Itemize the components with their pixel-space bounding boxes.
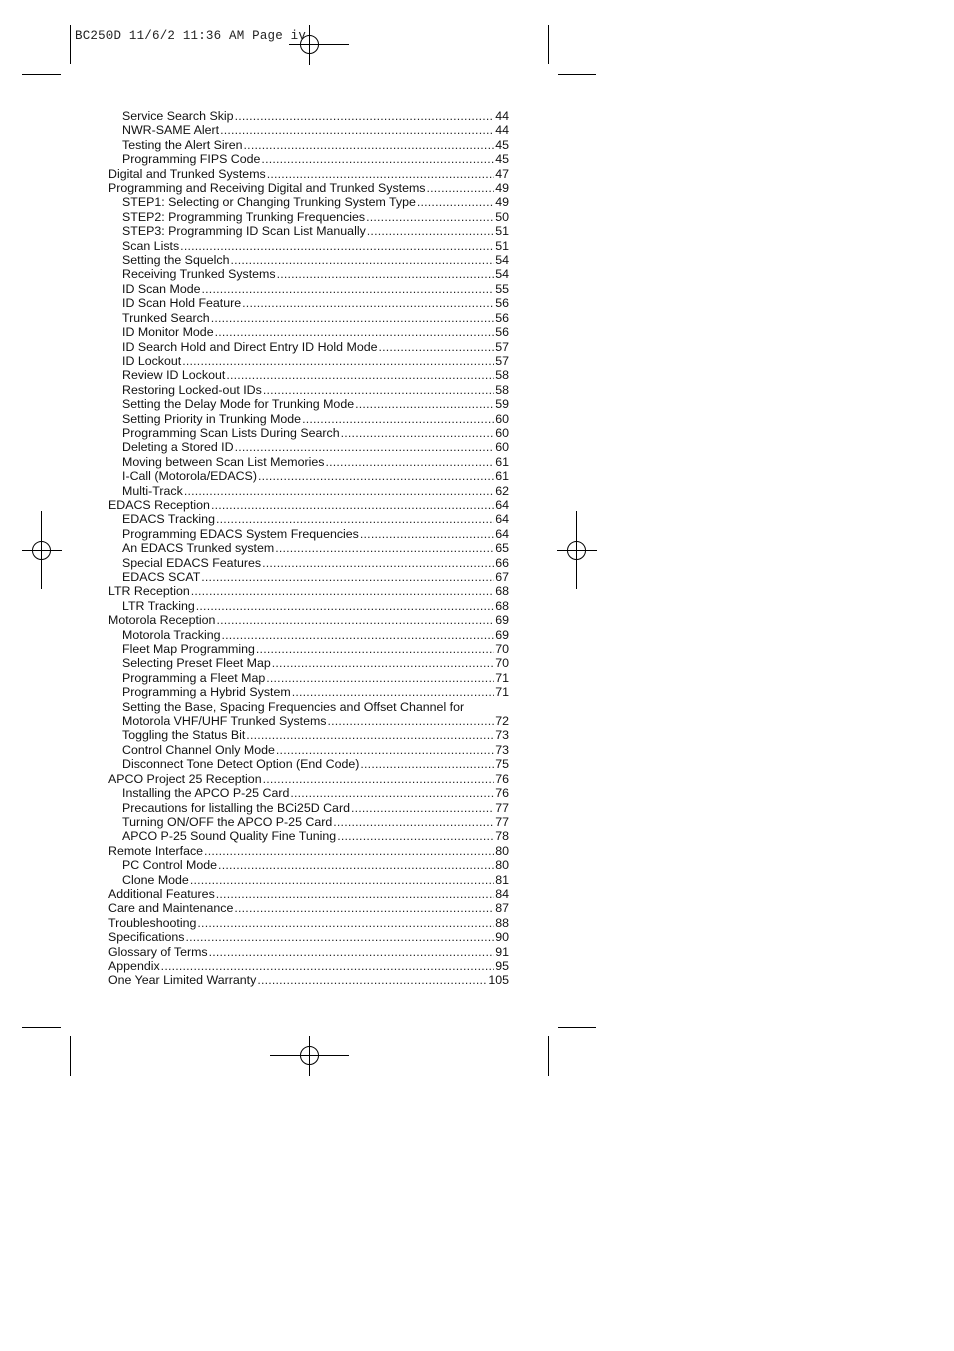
toc-entry-page: 65 [495,541,509,556]
dot-leader [190,873,494,887]
toc-entry [108,181,509,195]
toc-entry-title: Special EDACS Features [122,555,262,570]
toc-entry-page: 54 [495,253,509,268]
toc-entry-title: Setting the Squelch [122,253,230,268]
dot-leader [417,195,494,209]
toc-entry-title: Scan Lists [122,238,180,253]
toc-entry-page: 105 [488,973,509,988]
dot-leader [266,671,494,685]
toc-entry-page: 71 [495,685,509,700]
crop-mark [22,1027,61,1028]
dot-leader [258,469,494,483]
toc-entry-page: 61 [495,454,509,469]
toc-entry-title: Testing the Alert Siren [122,137,243,152]
toc-entry-page: 67 [495,570,509,584]
dot-leader [221,628,494,642]
dot-leader [292,685,495,699]
dot-leader [257,973,487,987]
toc-entry [108,728,509,742]
toc-entry-title: Control Channel Only Mode [122,742,275,757]
dot-leader [427,181,495,195]
dot-leader [337,829,494,843]
toc-entry [108,945,509,959]
dot-leader [244,138,495,152]
crop-mark [22,74,61,75]
toc-entry-title: NWR-SAME Alert [122,123,220,138]
toc-entry-title: Toggling the Status Bit [122,728,246,743]
toc-entry-title: Remote Interface [108,843,204,858]
toc-entry-page: 56 [495,325,509,340]
toc-entry-title: Programming FIPS Code [122,152,261,167]
toc-entry-page: 73 [495,728,509,743]
registration-mark [22,511,62,589]
toc-entry-page: 44 [495,123,509,138]
toc-entry-title: Troubleshooting [108,915,197,930]
toc-entry-page: 57 [495,339,509,354]
toc-entry-title: Service Search Skip [122,109,234,123]
toc-entry-page: 55 [495,281,509,296]
toc-entry-page: 77 [495,800,509,815]
toc-entry [108,253,509,267]
toc-entry-title: Disconnect Tone Detect Option (End Code) [122,757,360,772]
toc-entry [108,469,509,483]
toc-entry [108,801,509,815]
toc-entry [108,959,509,973]
dot-leader [277,267,495,281]
toc-entry-page: 71 [495,670,509,685]
dot-leader [182,354,494,368]
toc-entry-page: 47 [495,166,509,181]
toc-entry [108,873,509,887]
toc-entry-title: ID Scan Hold Feature [122,296,242,311]
dot-leader [263,383,494,397]
toc-entry-title: Motorola Tracking [122,627,221,642]
toc-entry-title: Programming and Receiving Digital and Trunked Systems [108,181,426,196]
toc-entry-title: One Year Limited Warranty [108,973,257,988]
dot-leader [263,772,495,786]
dot-leader [216,613,494,627]
dot-leader [341,426,495,440]
toc-entry [108,786,509,800]
toc-entry-page: 60 [495,425,509,440]
toc-entry-page: 72 [495,714,509,729]
dot-leader [333,815,494,829]
toc-entry-page: 49 [495,195,509,210]
dot-leader [197,916,494,930]
dot-leader [184,484,494,498]
toc-entry [108,858,509,872]
toc-entry-title: ID Scan Mode [122,281,201,296]
toc-entry-title: Receiving Trunked Systems [122,267,276,282]
toc-entry [108,815,509,829]
toc-entry [108,498,509,512]
toc-entry-page: 68 [495,584,509,599]
toc-entry-title: Multi-Track [122,483,183,498]
toc-entry-title: I-Call (Motorola/EDACS) [122,469,257,484]
toc-entry-page: 60 [495,440,509,455]
toc-entry-page: 84 [495,886,509,901]
dot-leader [256,642,494,656]
toc-entry [108,167,509,181]
dot-leader [218,858,494,872]
toc-entry [108,210,509,224]
toc-entry-title: Glossary of Terms [108,944,208,959]
toc-entry [108,195,509,209]
toc-entry-page: 51 [495,238,509,253]
dot-leader [216,512,494,526]
toc-entry-page: 58 [495,382,509,397]
dot-leader [355,397,494,411]
dot-leader [360,757,494,771]
crop-mark [548,25,549,64]
toc-entry-page: 75 [495,757,509,772]
toc-entry [108,152,509,166]
toc-entry [108,138,509,152]
crop-mark [558,74,596,75]
toc-entry-page: 90 [495,930,509,945]
dot-leader [367,224,494,238]
dot-leader [290,786,494,800]
toc-entry-page: 56 [495,296,509,311]
toc-entry-title: Digital and Trunked Systems [108,166,266,181]
toc-entry [108,556,509,570]
toc-entry-title: APCO P-25 Sound Quality Fine Tuning [122,829,337,844]
toc-entry-page: 58 [495,368,509,383]
toc-entry-title: APCO Project 25 Reception [108,771,262,786]
toc-entry [108,772,509,786]
toc-entry [108,973,509,987]
toc-entry [108,397,509,411]
toc-entry-title: STEP2: Programming Trunking Frequencies [122,209,366,224]
toc-entry [108,325,509,339]
toc-entry-title: LTR Reception [108,584,190,599]
toc-entry-page: 88 [495,915,509,930]
toc-entry-page: 54 [495,267,509,282]
toc-entry-page: 76 [495,786,509,801]
toc-entry [108,671,509,685]
toc-entry [108,599,509,613]
toc-entry [108,829,509,843]
toc-entry-page: 45 [495,137,509,152]
toc-entry-page: 64 [495,497,509,512]
toc-entry-title: Motorola Reception [108,613,216,628]
toc-entry-page: 95 [495,958,509,973]
dot-leader [202,282,495,296]
toc-entry [108,455,509,469]
dot-leader [211,311,495,325]
toc-entry-page: 70 [495,656,509,671]
toc-entry [108,282,509,296]
toc-entry-title: Turning ON/OFF the APCO P-25 Card [122,814,333,829]
toc-entry [108,757,509,771]
toc-entry [108,901,509,915]
registration-mark [557,511,597,589]
toc-entry-page: 57 [495,353,509,368]
dot-leader [235,440,495,454]
dot-leader [220,123,494,137]
toc-entry-title: Deleting a Stored ID [122,440,234,455]
dot-leader [216,887,494,901]
dot-leader [272,656,494,670]
toc-entry [108,512,509,526]
toc-entry [108,527,509,541]
dot-leader [191,584,494,598]
toc-entry [108,296,509,310]
dot-leader [204,844,494,858]
toc-entry-page: 80 [495,858,509,873]
toc-entry [108,887,509,901]
print-slug: BC250D 11/6/2 11:36 AM Page iv [75,29,307,43]
toc-entry-page: 76 [495,771,509,786]
toc-entry [108,267,509,281]
toc-entry-title: Appendix [108,958,160,973]
toc-entry-page: 80 [495,843,509,858]
toc-entry-page: 56 [495,310,509,325]
dot-leader [226,368,494,382]
crop-mark [558,1027,596,1028]
toc-entry-page: 77 [495,814,509,829]
toc-entry [108,412,509,426]
toc-entry [108,340,509,354]
toc-entry [108,368,509,382]
toc-entry-title: ID Monitor Mode [122,325,214,340]
toc-entry-title: Precautions for listalling the BCi25D Card [122,800,350,815]
toc-entry-title: Installing the APCO P-25 Card [122,786,290,801]
dot-leader [201,570,494,584]
dot-leader [230,253,494,267]
crop-mark [70,1036,71,1076]
toc-entry-title: Motorola VHF/UHF Trunked Systems [122,714,327,729]
toc-entry [108,613,509,627]
registration-mark [270,1036,349,1076]
crop-mark [70,25,71,64]
toc-entry-title: Additional Features [108,886,215,901]
toc-entry-title: Restoring Locked-out IDs [122,382,262,397]
toc-entry-title: EDACS SCAT [122,570,201,584]
toc-entry [108,426,509,440]
dot-leader [262,556,494,570]
toc-entry [108,239,509,253]
toc-entry-page: 91 [495,944,509,959]
toc-entry-title: EDACS Tracking [122,512,215,527]
dot-leader [209,945,495,959]
toc-entry [108,584,509,598]
toc-entry-title: Clone Mode [122,872,189,887]
dot-leader [351,801,494,815]
dot-leader [328,714,495,728]
toc-entry [108,541,509,555]
dot-leader [234,901,494,915]
toc-entry-page: 78 [495,829,509,844]
toc-entry-page: 44 [495,109,509,123]
toc-entry [108,311,509,325]
toc-entry-title: Setting Priority in Trunking Mode [122,411,302,426]
toc-entry-title: Programming a Hybrid System [122,685,291,700]
dot-leader [211,498,494,512]
dot-leader [161,959,495,973]
toc-entry [108,743,509,757]
toc-entry-title: Review ID Lockout [122,368,226,383]
toc-entry-page: 50 [495,209,509,224]
toc-entry-title: STEP1: Selecting or Changing Trunking System Type [122,195,416,210]
toc-entry [108,484,509,498]
toc-entry-title: LTR Tracking [122,598,195,613]
toc-entry [108,570,509,584]
toc-entry-page: 69 [495,613,509,628]
toc-entry-title: Care and Maintenance [108,901,234,916]
dot-leader [235,109,495,123]
toc-entry-page: 68 [495,598,509,613]
toc-entry-title: ID Search Hold and Direct Entry ID Hold Mode [122,339,378,354]
toc-entry-page: 49 [495,181,509,196]
toc-entry-title: Trunked Search [122,310,210,325]
dot-leader [276,743,494,757]
toc-entry [108,123,509,137]
toc-entry-page: 62 [495,483,509,498]
toc-entry-page: 64 [495,526,509,541]
toc-entry-title: PC Control Mode [122,858,218,873]
toc-entry-title: Fleet Map Programming [122,642,255,657]
toc-entry [108,383,509,397]
toc-entry-page: 61 [495,469,509,484]
toc-entry-page: 59 [495,397,509,412]
toc-entry-page: 45 [495,152,509,167]
toc-entry [108,109,509,123]
toc-entry-page: 66 [495,555,509,570]
toc-entry [108,224,509,238]
toc-entry-page: 81 [495,872,509,887]
toc-entry-title: EDACS Reception [108,497,210,512]
dot-leader [185,930,494,944]
toc-entry-page: 60 [495,411,509,426]
dot-leader [242,296,494,310]
toc-entry [108,656,509,670]
toc-entry-page: 73 [495,742,509,757]
dot-leader [325,455,494,469]
toc-entry [108,844,509,858]
toc-entry-title: Programming Scan Lists During Search [122,425,340,440]
toc-entry-title: Programming EDACS System Frequencies [122,526,359,541]
table-of-contents [108,109,509,988]
toc-entry-page: 87 [495,901,509,916]
dot-leader [215,325,495,339]
toc-entry-title: Setting the Base, Spacing Frequencies and Offset Channel for [122,699,465,714]
dot-leader [360,527,494,541]
toc-entry [108,714,509,728]
toc-entry-page: 69 [495,627,509,642]
dot-leader [267,167,494,181]
toc-entry-title: Programming a Fleet Map [122,670,266,685]
toc-entry-title: An EDACS Trunked system [122,541,275,556]
registration-mark [289,25,349,65]
toc-entry-title: Specifications [108,930,185,945]
dot-leader [379,340,495,354]
dot-leader [261,152,494,166]
toc-entry [108,916,509,930]
dot-leader [180,239,494,253]
dot-leader [302,412,494,426]
toc-entry-page: 70 [495,642,509,657]
toc-entry-title: Selecting Preset Fleet Map [122,656,271,671]
toc-entry [108,930,509,944]
toc-entry [108,354,509,368]
dot-leader [275,541,494,555]
toc-entry-title: Moving between Scan List Memories [122,454,325,469]
dot-leader [366,210,494,224]
crop-mark [548,1036,549,1076]
toc-entry [108,628,509,642]
toc-entry-title: Setting the Delay Mode for Trunking Mode [122,397,355,412]
toc-entry-title: STEP3: Programming ID Scan List Manually [122,224,366,239]
toc-entry-page: 51 [495,224,509,239]
toc-entry [108,642,509,656]
toc-entry [108,685,509,699]
toc-entry-title: ID Lockout [122,353,182,368]
dot-leader [196,599,494,613]
toc-entry-page: 64 [495,512,509,527]
toc-entry [108,440,509,454]
dot-leader [246,728,494,742]
